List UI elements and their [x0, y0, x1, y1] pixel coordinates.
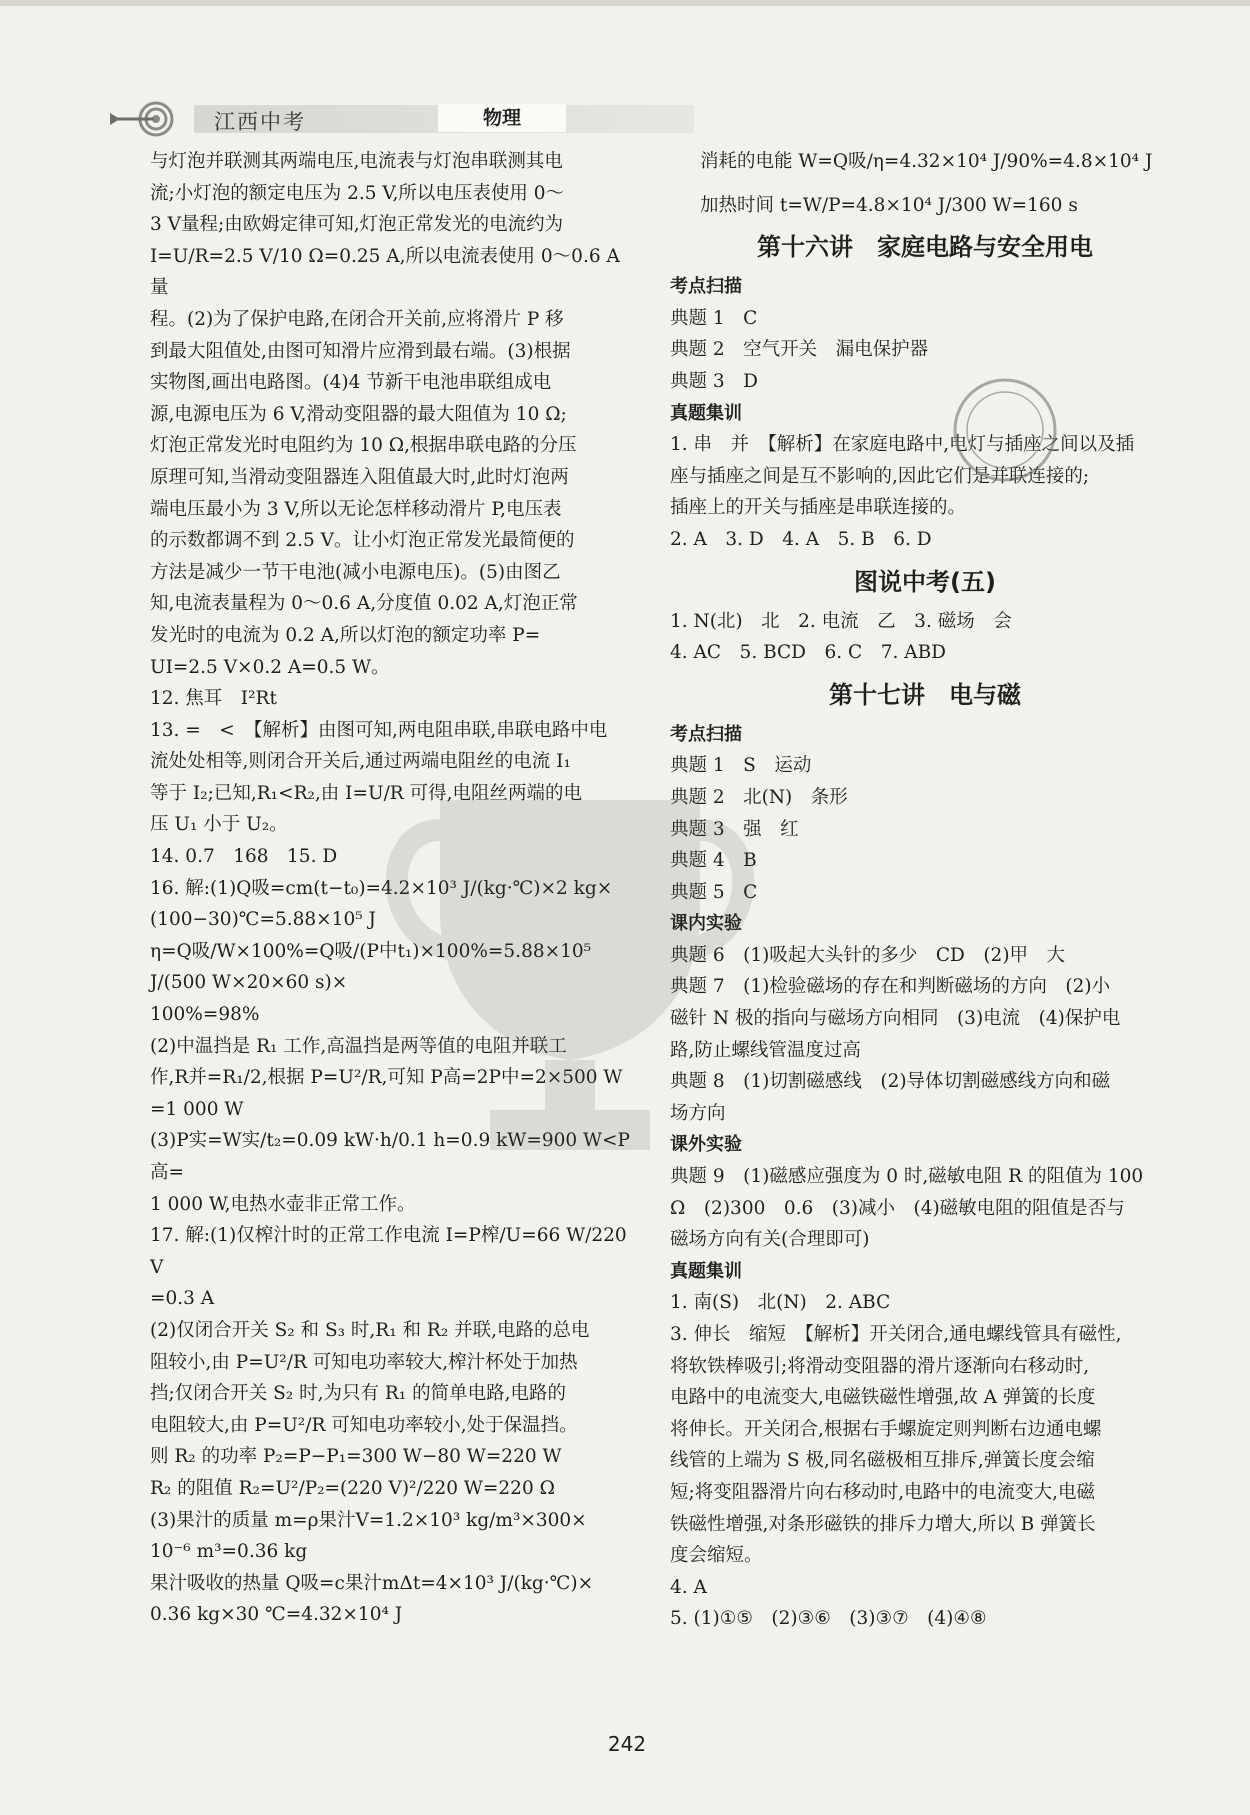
- sec17-line: 典题 4 B: [670, 850, 757, 872]
- sec17-kenei-line: 典题 7 (1)检验磁场的存在和判断磁场的方向 (2)小: [670, 976, 1111, 998]
- page-number: 242: [607, 1732, 647, 1756]
- sec17-q: 度会缩短。: [670, 1545, 763, 1567]
- sec16-q: 座与插座之间是互不影响的,因此它们是并联连接的;: [670, 465, 1090, 487]
- sec17-q: 电路中的电流变大,电磁铁磁性增强,故 A 弹簧的长度: [670, 1387, 1096, 1409]
- stamp-seal-icon: [950, 375, 1060, 485]
- sec17-q: 将伸长。开关闭合,根据右手螺旋定则判断右边通电螺: [670, 1418, 1102, 1440]
- left-text-line: 16. 解:(1)Q吸=cm(t−t₀)=4.2×10³ J/(kg·℃)×2 kg×: [150, 877, 613, 899]
- left-text-line: (2)仅闭合开关 S₂ 和 S₃ 时,R₁ 和 R₂ 并联,电路的总电: [150, 1319, 590, 1341]
- sec17-kenei-line: 典题 6 (1)吸起大头针的多少 CD (2)甲 大: [670, 944, 1066, 966]
- left-text-line: (2)中温挡是 R₁ 工作,高温挡是两等值的电阻并联工: [150, 1035, 567, 1057]
- sec16-q: 2. A 3. D 4. A 5. B 6. D: [670, 528, 932, 550]
- left-text-line: 13. = < 【解析】由图可知,两电阻串联,串联电路中电: [150, 719, 608, 741]
- sec16-zhenti: 真题集训: [670, 402, 742, 424]
- time-line: 加热时间 t=W/P=4.8×10⁴ J/300 W=160 s: [700, 194, 1078, 216]
- sec17-kenei-line: 磁针 N 极的指向与磁场方向相同 (3)电流 (4)保护电: [670, 1008, 1121, 1030]
- sec17-kenei-line: 路,防止螺线管温度过高: [670, 1039, 861, 1061]
- left-text-line: 12. 焦耳 I²Rt: [150, 688, 277, 710]
- right-column: [670, 146, 1180, 1635]
- left-text-line: 3 V量程;由欧姆定律可知,灯泡正常发光的电流约为: [150, 214, 564, 236]
- header-region: 江西中考: [214, 110, 306, 134]
- sec16-q: 1. 串 并 【解析】在家庭电路中,电灯与插座之间以及插: [670, 434, 1135, 456]
- section-17-title: 第十七讲 电与磁: [829, 680, 1021, 709]
- left-text-line: 电阻较大,由 P=U²/R 可知电功率较小,处于保温挡。: [150, 1414, 578, 1436]
- left-text-line: 14. 0.7 168 15. D: [150, 846, 338, 868]
- left-text-line: 17. 解:(1)仅榨汁时的正常工作电流 I=P榨/U=66 W/220 V: [150, 1225, 627, 1278]
- left-text-line: 果汁吸收的热量 Q吸=c果汁mΔt=4×10³ J/(kg·℃)×: [150, 1572, 594, 1594]
- left-text-line: 的示数都调不到 2.5 V。让小灯泡正常发光最简便的: [150, 530, 575, 552]
- left-text-line: 程。(2)为了保护电路,在闭合开关前,应将滑片 P 移: [150, 308, 564, 330]
- sec16-kaodian: 考点扫描: [670, 276, 742, 298]
- sec17-line: 典题 3 强 红: [670, 818, 799, 840]
- sec17-zhenti: 真题集训: [670, 1260, 742, 1282]
- sec17-kewai-line: 磁场方向有关(合理即可): [670, 1229, 870, 1251]
- sec17-kenei-line: 典题 8 (1)切割磁感线 (2)导体切割磁感线方向和磁: [670, 1071, 1111, 1093]
- left-text-line: 等于 I₂;已知,R₁<R₂,由 I=U/R 可得,电阻丝两端的电: [150, 782, 582, 804]
- left-text-line: 知,电流表量程为 0～0.6 A,分度值 0.02 A,灯泡正常: [150, 593, 578, 615]
- sec17-q: 3. 伸长 缩短 【解析】开关闭合,通电螺线管具有磁性,: [670, 1324, 1122, 1345]
- left-text-line: 流处处相等,则闭合开关后,通过两端电阻丝的电流 I₁: [150, 751, 571, 773]
- sec17-kewai-line: 典题 9 (1)磁感应强度为 0 时,磁敏电阻 R 的阻值为 100: [670, 1166, 1144, 1188]
- tushuo-line: 1. N(北) 北 2. 电流 乙 3. 磁场 会: [670, 610, 1012, 632]
- left-text-line: 端电压最小为 3 V,所以无论怎样移动滑片 P,电压表: [150, 498, 562, 520]
- page-header: [110, 100, 600, 138]
- sec17-kenei-line: 场方向: [670, 1102, 726, 1124]
- sec17-kewai: 课外实验: [670, 1134, 742, 1156]
- sec17-q: 铁磁性增强,对条形磁铁的排斥力增大,所以 B 弹簧长: [670, 1513, 1096, 1535]
- left-text-line: 挡;仅闭合开关 S₂ 时,为只有 R₁ 的简单电路,电路的: [150, 1383, 566, 1405]
- sec17-line: 典题 5 C: [670, 881, 758, 903]
- left-text-line: =0.3 A: [150, 1288, 215, 1310]
- left-text-line: 与灯泡并联测其两端电压,电流表与灯泡串联测其电: [150, 151, 563, 172]
- target-arrow-icon: [110, 100, 180, 138]
- left-text-line: 作,R并=R₁/2,根据 P=U²/R,可知 P高=2P中=2×500 W: [150, 1067, 623, 1089]
- sec16-line: 典题 1 C: [670, 307, 758, 329]
- header-subject: 物理: [438, 104, 566, 132]
- energy-line: 消耗的电能 W=Q吸/η=4.32×10⁴ J/90%=4.8×10⁴ J: [700, 151, 1153, 172]
- left-text-line: R₂ 的阻值 R₂=U²/P₂=(220 V)²/220 W=220 Ω: [150, 1477, 555, 1499]
- section-16-title: 第十六讲 家庭电路与安全用电: [757, 233, 1093, 262]
- left-text-line: 10⁻⁶ m³=0.36 kg: [150, 1541, 308, 1563]
- left-text-line: UI=2.5 V×0.2 A=0.5 W。: [150, 656, 390, 678]
- sec17-kewai-line: Ω (2)300 0.6 (3)减小 (4)磁敏电阻的阻值是否与: [670, 1197, 1125, 1219]
- left-text-line: (3)P实=W实/t₂=0.09 kW·h/0.1 h=0.9 kW=900 W<P高=: [150, 1130, 630, 1183]
- left-text-line: 发光时的电流为 0.2 A,所以灯泡的额定功率 P=: [150, 624, 541, 646]
- left-text-line: 源,电源电压为 6 V,滑动变阻器的最大阻值为 10 Ω;: [150, 403, 567, 425]
- left-text-line: 100%=98%: [150, 1004, 260, 1026]
- sec17-q: 短;将变阻器滑片向右移动时,电路中的电流变大,电磁: [670, 1481, 1095, 1503]
- left-text-line: 原理可知,当滑动变阻器连入阻值最大时,此时灯泡两: [150, 466, 569, 488]
- left-text-line: η=Q吸/W×100%=Q吸/(P中t₁)×100%=5.88×10⁵ J/(500 W×20×60 s)×: [150, 940, 592, 994]
- left-text-line: 实物图,画出电路图。(4)4 节新干电池串联组成电: [150, 372, 552, 394]
- sec16-line: 典题 3 D: [670, 370, 758, 392]
- left-text-line: 流;小灯泡的额定电压为 2.5 V,所以电压表使用 0～: [150, 182, 565, 204]
- left-text-line: 0.36 kg×30 ℃=4.32×10⁴ J: [150, 1604, 403, 1626]
- left-text-line: (100−30)℃=5.88×10⁵ J: [150, 909, 376, 931]
- left-text-line: I=U/R=2.5 V/10 Ω=0.25 A,所以电流表使用 0～0.6 A 量: [150, 245, 620, 299]
- left-text-line: 压 U₁ 小于 U₂。: [150, 814, 288, 836]
- sec17-line: 典题 1 S 运动: [670, 755, 812, 777]
- left-column: [150, 146, 630, 1631]
- sec17-kenei: 课内实验: [670, 913, 742, 935]
- left-text-line: 则 R₂ 的功率 P₂=P−P₁=300 W−80 W=220 W: [150, 1446, 562, 1468]
- top-edge: [0, 0, 1250, 6]
- sec17-q: 5. (1)①⑤ (2)③⑥ (3)③⑦ (4)④⑧: [670, 1608, 987, 1630]
- sec17-line: 典题 2 北(N) 条形: [670, 786, 848, 808]
- sec17-kaodian: 考点扫描: [670, 723, 742, 745]
- left-text-line: 1 000 W,电热水壶非正常工作。: [150, 1193, 416, 1215]
- tushuo-line: 4. AC 5. BCD 6. C 7. ABD: [670, 642, 947, 664]
- sec16-line: 典题 2 空气开关 漏电保护器: [670, 339, 929, 361]
- sec17-q: 线管的上端为 S 极,同名磁极相互排斥,弹簧长度会缩: [670, 1450, 1095, 1472]
- left-text-line: 到最大阻值处,由图可知滑片应滑到最右端。(3)根据: [150, 340, 571, 362]
- left-text-line: 阻较小,由 P=U²/R 可知电功率较大,榨汁杯处于加热: [150, 1351, 578, 1373]
- tushuo-title: 图说中考(五): [854, 567, 996, 596]
- left-text-line: 灯泡正常发光时电阻约为 10 Ω,根据串联电路的分压: [150, 435, 577, 457]
- left-text-line: =1 000 W: [150, 1098, 244, 1120]
- left-text-line: 方法是减少一节干电池(减小电源电压)。(5)由图乙: [150, 561, 561, 583]
- sec17-q: 将软铁棒吸引;将滑动变阻器的滑片逐渐向右移动时,: [670, 1355, 1090, 1377]
- sec17-q: 4. A: [670, 1576, 707, 1598]
- sec17-q: 1. 南(S) 北(N) 2. ABC: [670, 1292, 891, 1314]
- left-text-line: (3)果汁的质量 m=ρ果汁V=1.2×10³ kg/m³×300×: [150, 1509, 587, 1531]
- sec16-q: 插座上的开关与插座是串联连接的。: [670, 497, 967, 519]
